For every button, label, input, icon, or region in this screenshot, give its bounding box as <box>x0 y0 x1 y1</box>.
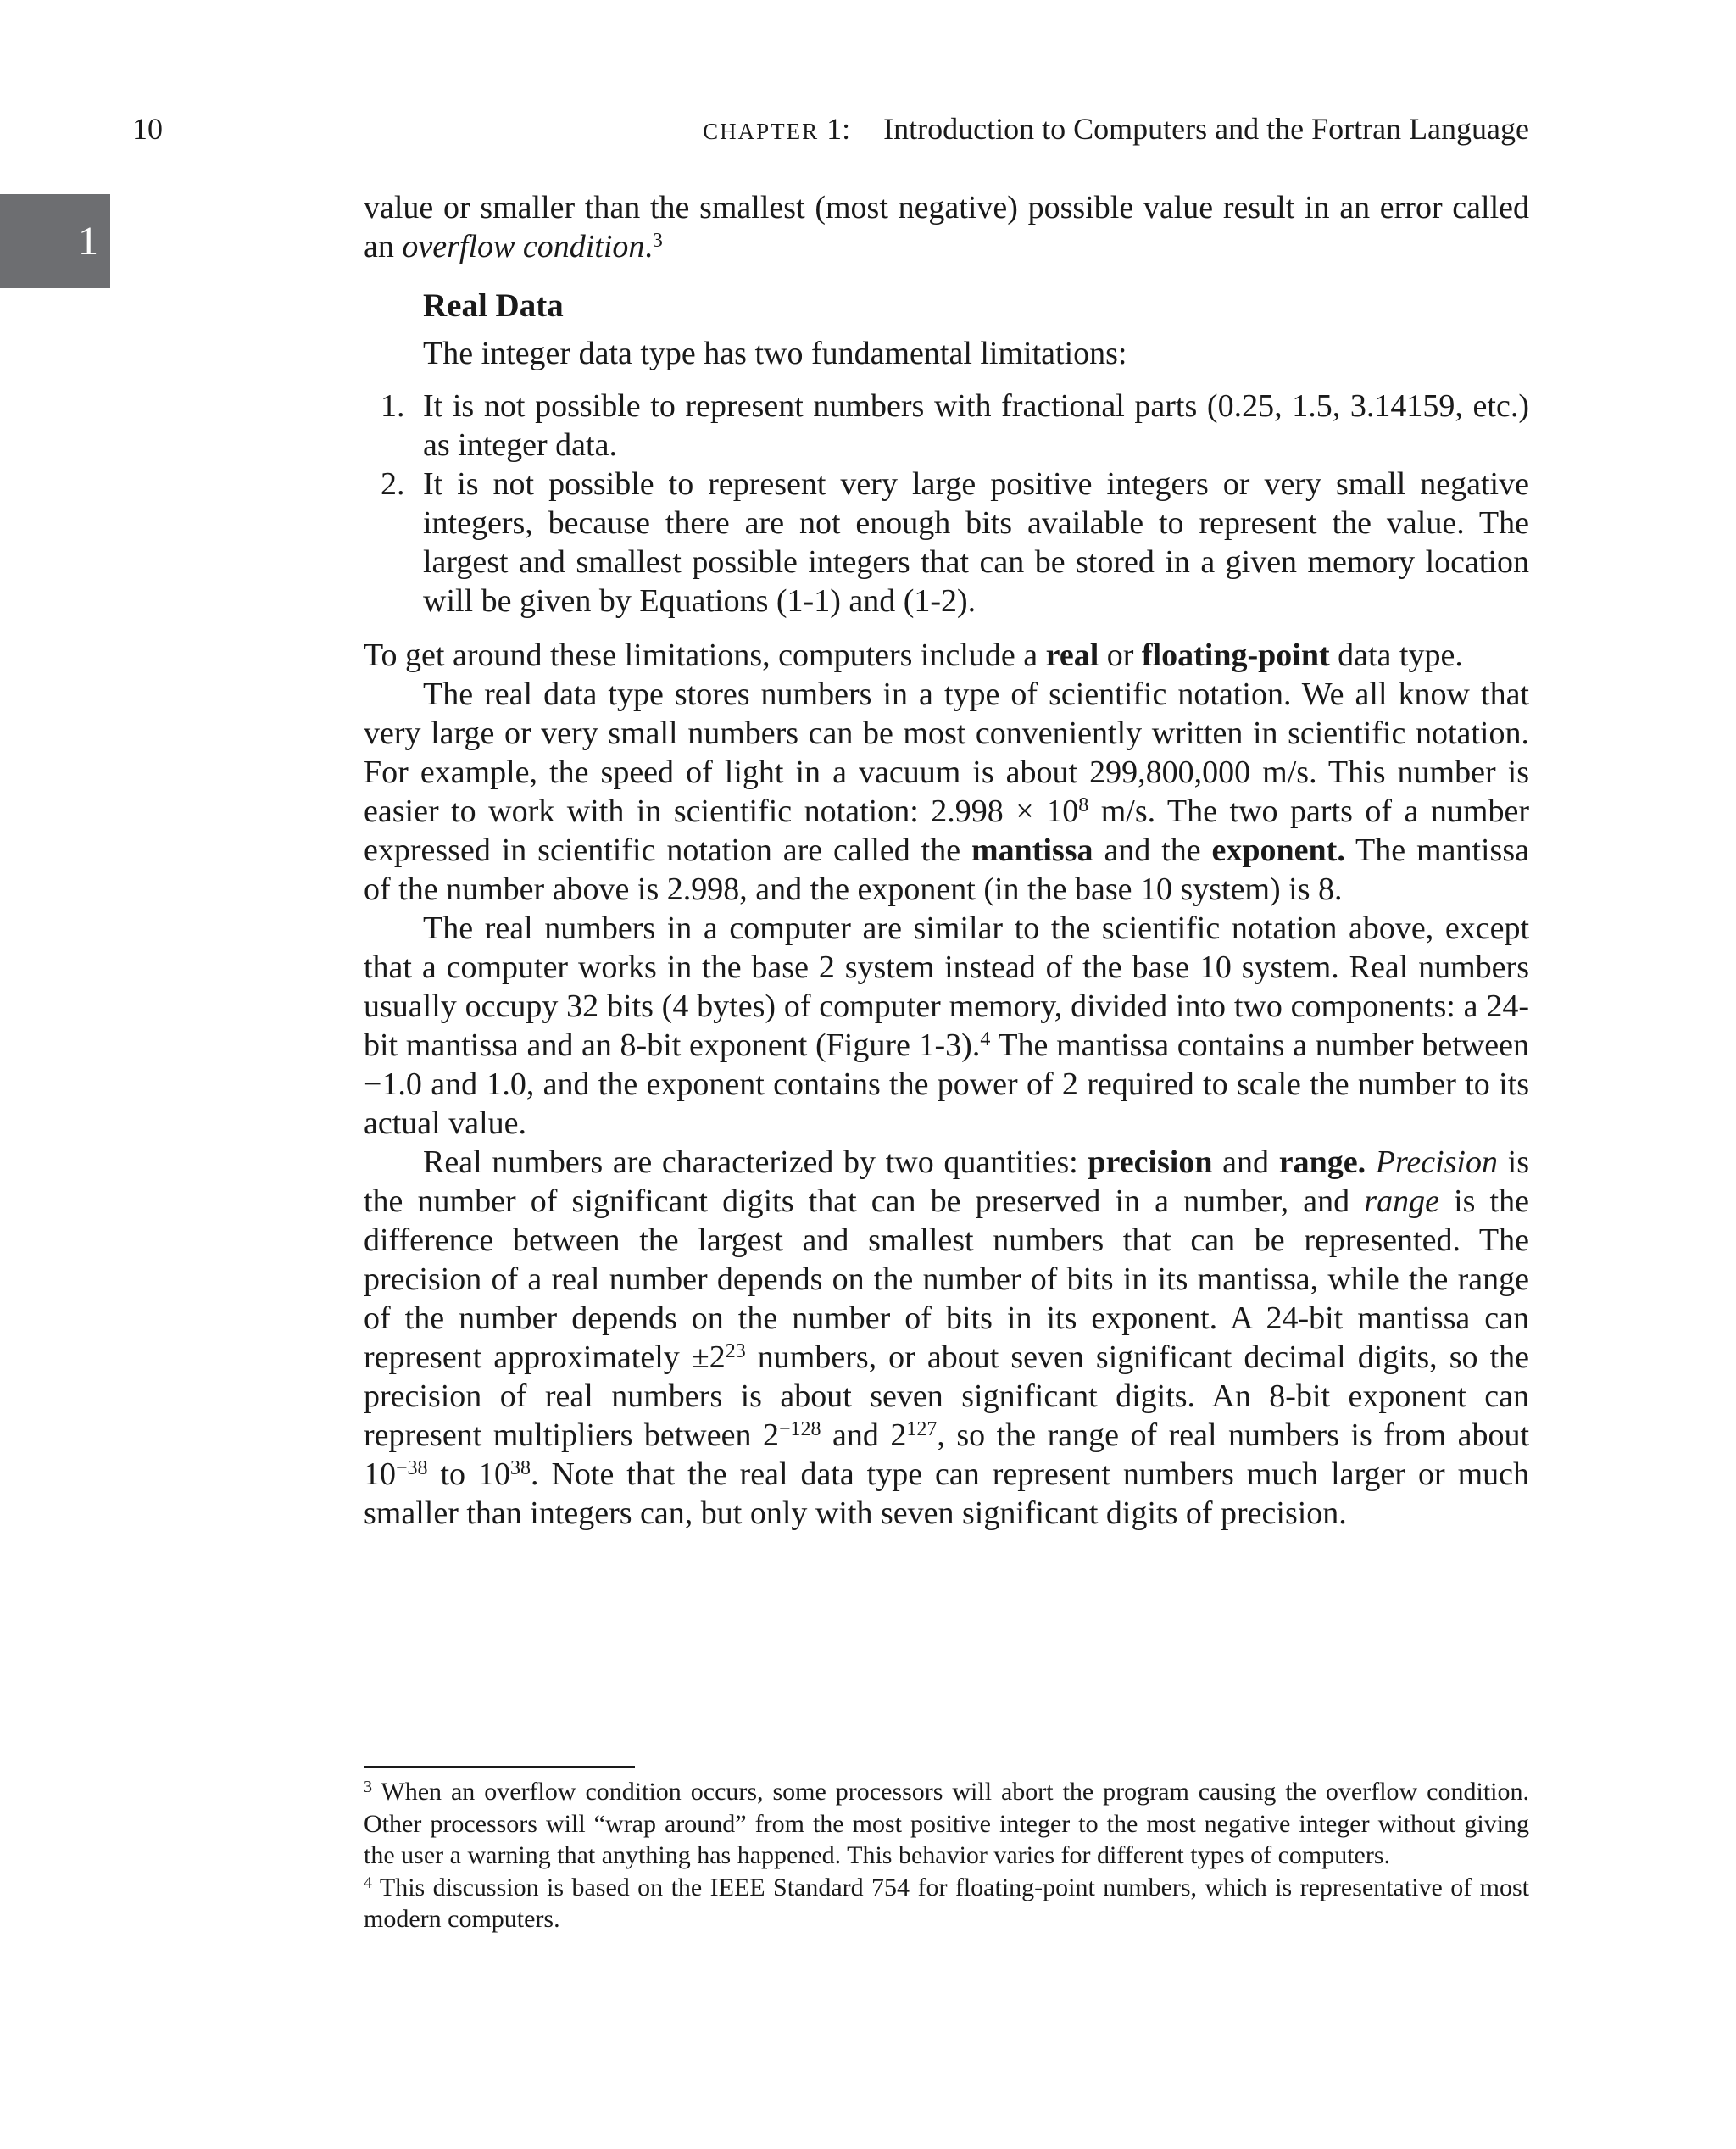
list-item: 2. It is not possible to represent very large positive integers or very small negative integers, because there are not enough bits available to represent the value. The largest and smallest possible integers that can be stored in a given memory location will be given by Equations (1-1) and (1-2). <box>381 466 1529 619</box>
paragraph-base-2: The real numbers in a computer are similar to the scientific notation above, except that a computer works in the base 2 system instead of the base 10 system. Real numbers usually occupy 32 bits (4 bytes) of computer memory, divided into two components: a 24-bit mantissa and an 8-bit exponent (Figure 1-3).$^4$ The mantissa contains a number between −1.0 and 1.0, and the exponent contains the power of 2 required to scale the number to its actual value. <box>364 910 1529 1141</box>
thumb-tab-number: 1 <box>78 219 98 264</box>
list-item: 1. It is not possible to represent numbers with fractional parts (0.25, 1.5, 3.14159, etc.) as integer data. <box>381 388 1529 463</box>
term-overflow-condition: overflow condition <box>402 229 645 264</box>
footnote-4: $^4$ This discussion is based on the IEEE Standard 754 for floating-point numbers, which is representative of most modern computers. <box>364 1873 1529 1933</box>
body-text <box>364 188 1529 1533</box>
chapter-number: 1: <box>826 112 851 146</box>
term-precision: precision <box>1088 1144 1213 1180</box>
list-number: 2. <box>381 466 405 502</box>
footnote-3: $^3$ When an overflow condition occurs, some processors will abort the program causing the overflow condition. Other processors will “wrap around” from the most positive integer to the most negative integer without giving the user a warning that anything has happened. This behavior varies for different types of computers. <box>364 1778 1529 1869</box>
chapter-thumb-tab <box>0 194 110 288</box>
term-floating-point: floating-point <box>1141 637 1330 673</box>
term-mantissa: mantissa <box>971 832 1093 868</box>
chapter-label: CHAPTER <box>703 119 820 144</box>
footnote-ref-4: 4 <box>980 1028 991 1051</box>
footnotes <box>364 1776 1529 1935</box>
limitations-list <box>364 387 1529 621</box>
list-number: 1. <box>381 388 405 424</box>
chapter-title: Introduction to Computers and the Fortran Language <box>883 112 1529 146</box>
running-head <box>703 110 1529 150</box>
footnote-ref-3: 3 <box>652 230 663 253</box>
continued-paragraph: value or smaller than the smallest (most negative) possible value result in an error called an overflow condition.$^3$ <box>364 190 1529 264</box>
term-exponent: exponent. <box>1211 832 1345 868</box>
paragraph-precision-range: Real numbers are characterized by two quantities: precision and range. Precision is the number of significant digits that can be preserved in a number, and range is the difference between the largest and smallest numbers that can be represented. The precision of a real number depends on the number of bits in its mantissa, while the range of the number depends on the number of bits in its exponent. A 24-bit mantissa can represent approximately $\pm 2^{23}$ numbers, or about seven significant decimal digits, so the precision of real numbers is about seven significant digits. An 8-bit exponent can represent multipliers between $2^{-128}$ and $2^{127}$, so the range of real numbers is from about $10^{-38}$ to $10^{38}$. Note that the real data type can represent numbers much larger or much smaller than integers can, but only with seven significant digits of precision. <box>364 1144 1530 1531</box>
section-heading: Real Data <box>423 287 564 324</box>
term-real: real <box>1045 637 1099 673</box>
paragraph-real-type: To get around these limitations, computers include a real or floating-point data type. <box>364 637 1463 673</box>
term-range: range. <box>1278 1144 1366 1180</box>
page-number: 10 <box>132 112 163 146</box>
footnote-rule <box>364 1766 635 1768</box>
paragraph-scientific-notation: The real data type stores numbers in a type of scientific notation. We all know that very large or very small numbers can be most conveniently written in scientific notation. For example, the speed of light in a vacuum is about 299,800,000 m/s. This number is easier to work with in scientific notation: $2.998 \times 10^8$ m/s. The two parts of a number expressed in scientific notation are called the mantissa and the exponent. The mantissa of the number above is 2.998, and the exponent (in the base 10 system) is 8. <box>364 676 1530 907</box>
intro-sentence: The integer data type has two fundamental limitations: <box>423 336 1127 371</box>
